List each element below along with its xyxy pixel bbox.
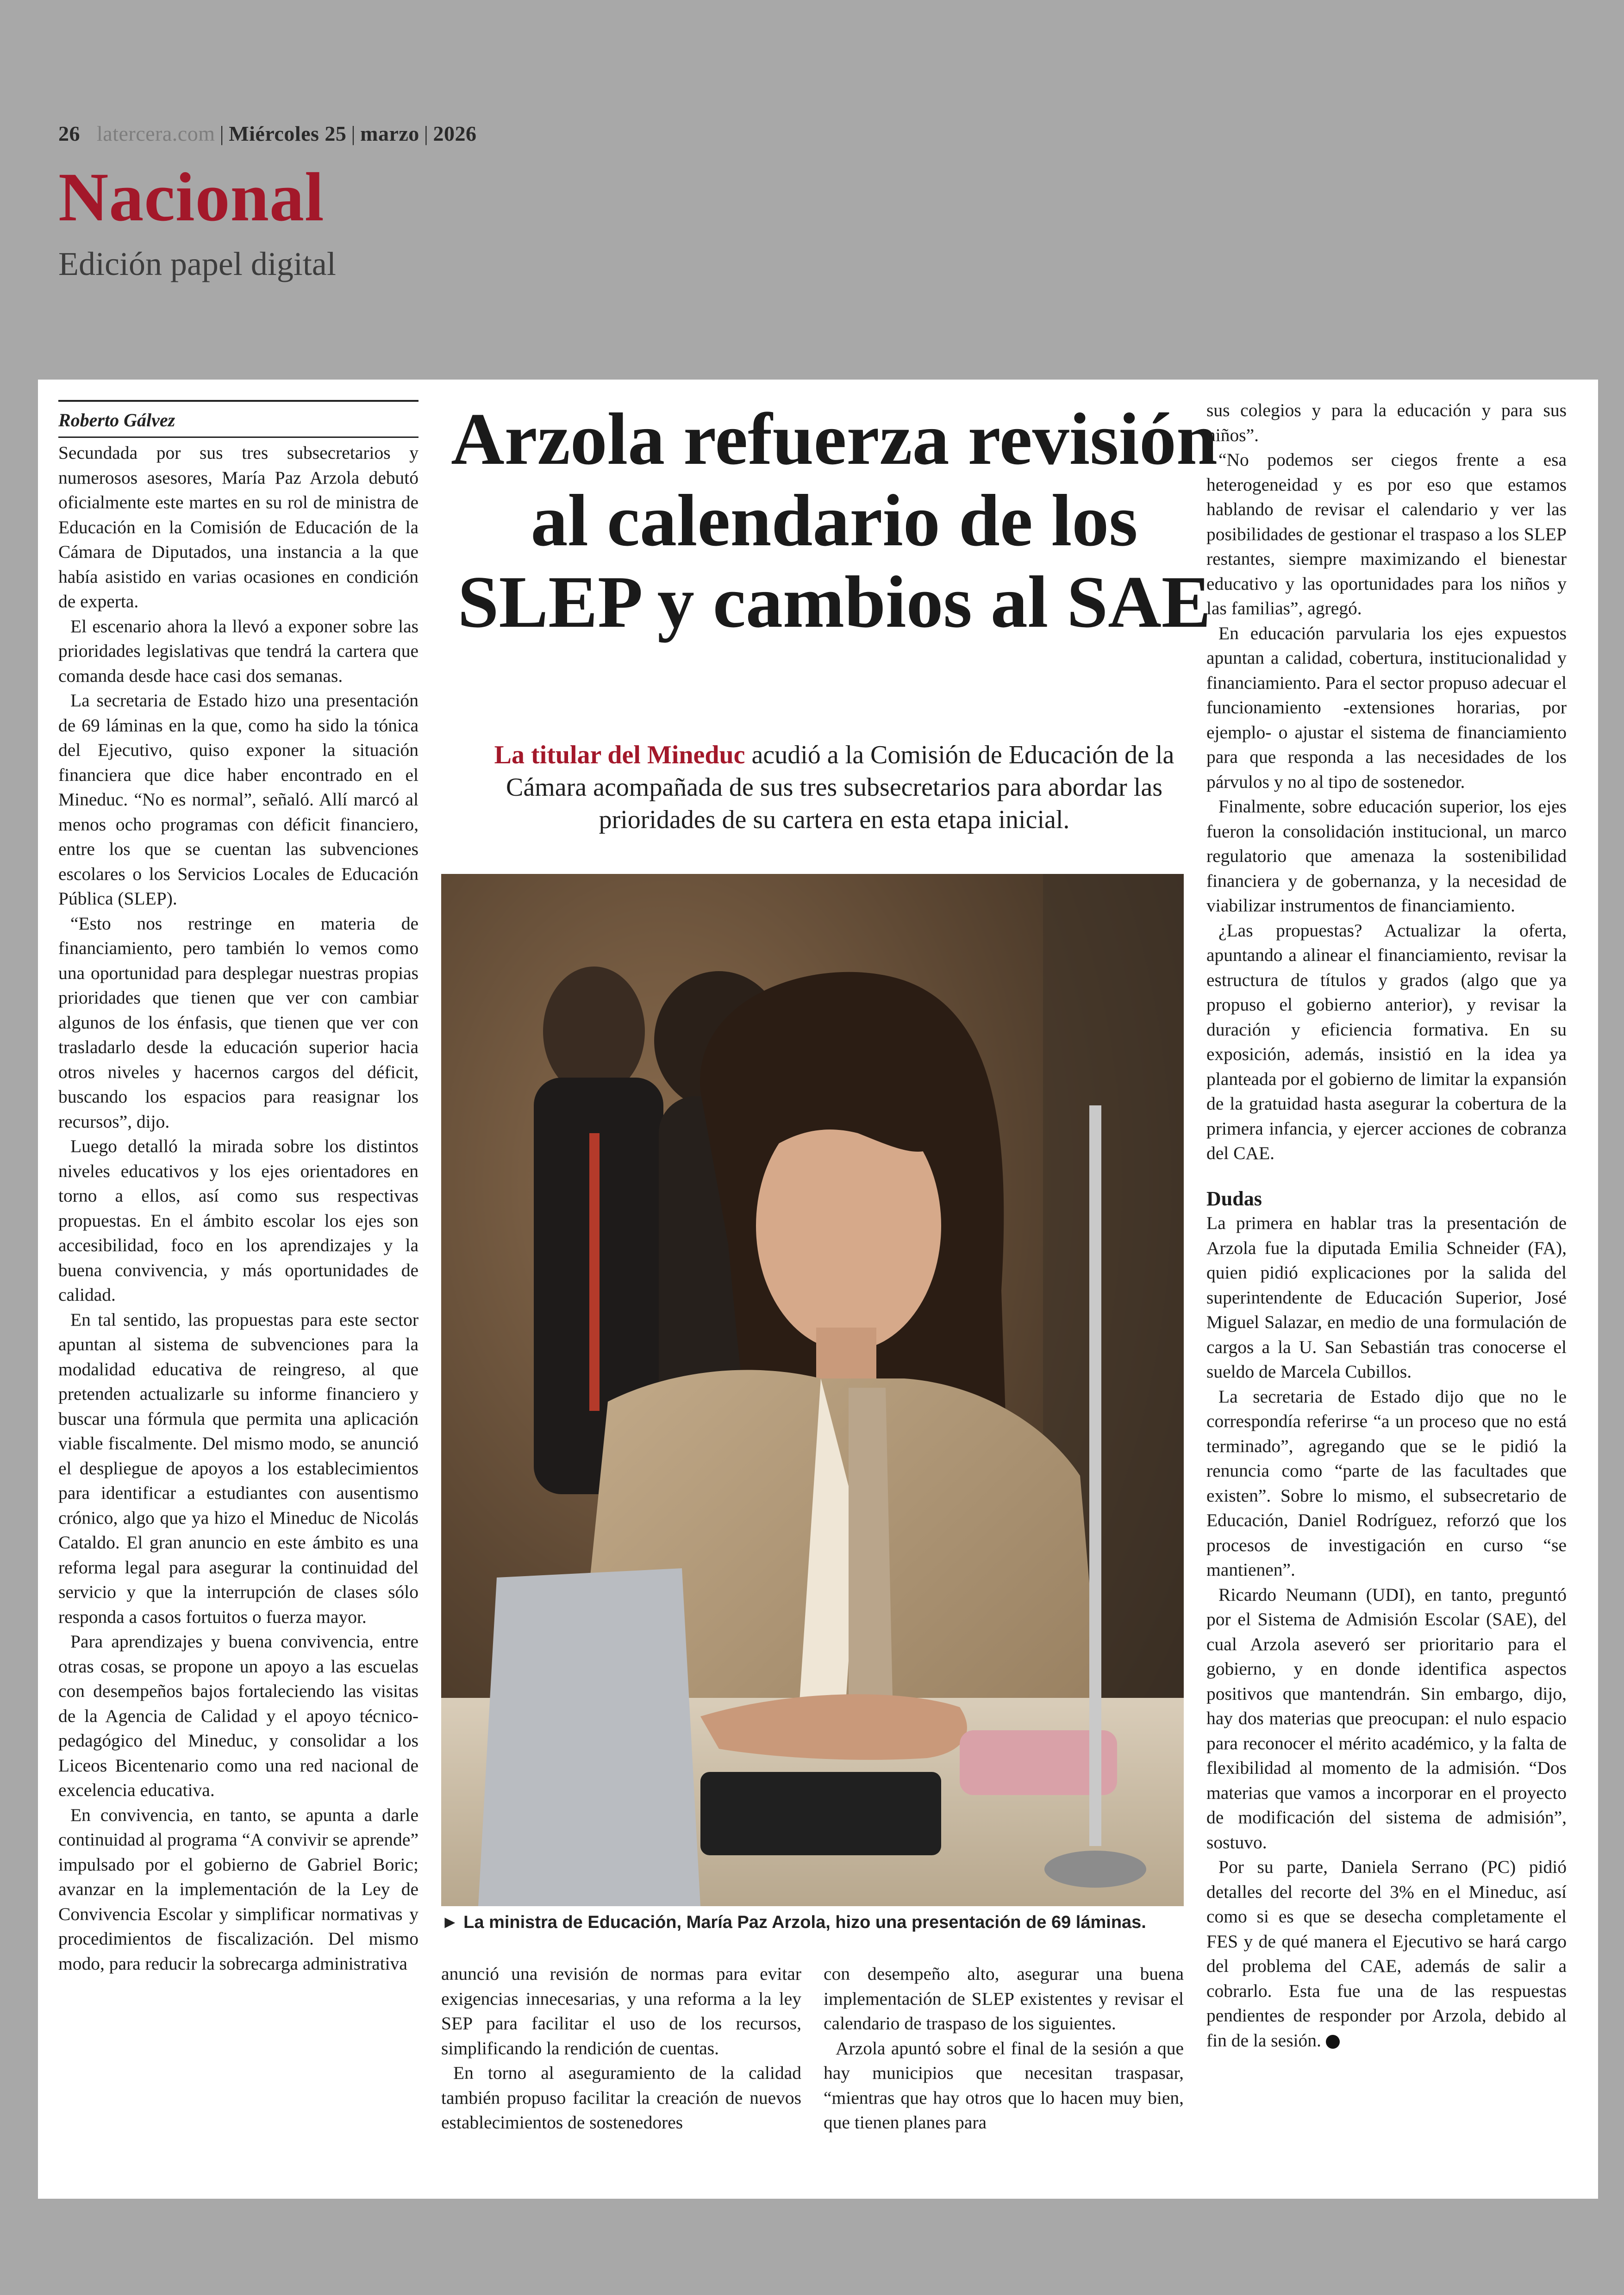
page-meta-line: 26 latercera.com | Miércoles 25 | marzo | 2026 [58, 122, 477, 145]
photo-caption: ► La ministra de Educación, María Paz Arzola, hizo una presentación de 69 láminas. [441, 1913, 1146, 1932]
paragraph: La secretaria de Estado hizo una presentación de 69 láminas en la que, como ha sido la tónica del Ejecutivo, quiso exponer la situación financiera que dice haber encontrado en el Mineduc. “No es normal”, señaló. Allí marcó al menos ocho programas con déficit financiero, entre los que se cuentan las subvenciones escolares o los Servicios Locales de Educación Pública (SLEP). [58, 690, 418, 909]
article-column-1 [58, 441, 418, 1976]
headline: Arzola refuerza revisión al calendario de los SLEP y cambios al SAE [451, 398, 1218, 643]
article-sheet [38, 380, 1598, 2199]
site-name[interactable]: latercera.com [97, 122, 215, 145]
byline: Roberto Gálvez [58, 400, 418, 438]
paragraph: Finalmente, sobre educación superior, los ejes fueron la consolidación institucional, un marco regulatorio que amenaza la sostenibilidad financiera y de gobernanza, y la necesidad de viabilizar instrumentos de financiamiento. [1206, 796, 1567, 916]
paragraph: En tal sentido, las propuestas para este sector apuntan al sistema de subvenciones para la modalidad educativa de reingreso, al que pretenden actualizarle su informe financiero y buscar una fórmula que permita una aplicación viable fiscalmente. Del mismo modo, se anunció el despliegue de apoyos a los establecimientos para identificar a estudiantes con ausentismo crónico, algo que ya hizo el Mineduc de Nicolás Cataldo. El gran anuncio en este ámbito es una reforma legal para asegurar la continuidad del servicio y que la interrupción de clases sólo responda a casos fortuitos o fuerza mayor. [58, 1309, 418, 1627]
edition-label: Edición papel digital [58, 245, 336, 282]
subhead: Dudas [1206, 1187, 1262, 1210]
deck-lead: La titular del Mineduc [494, 741, 745, 769]
article-column-4 [1206, 398, 1567, 2053]
paragraph: anunció una revisión de normas para evitar exigencias innecesarias, y una reforma a la ley SEP para facilitar el uso de los recursos, simplificando la rendición de cuentas. [441, 1964, 801, 2058]
date-month: marzo [360, 122, 419, 145]
date-year: 2026 [433, 122, 477, 145]
paragraph: En torno al aseguramiento de la calidad también propuso facilitar la creación de nuevos establecimientos de sostenedores [441, 2063, 801, 2133]
paragraph: “No podemos ser ciegos frente a esa heterogeneidad y es por eso que estamos hablando de revisar el calendario y ver las posibilidades de gestionar el traspaso a los SLEP restantes, siempre maximizando el bienestar educativo y las oportunidades para los niños y las familias”, agregó. [1206, 449, 1567, 618]
paragraph: Ricardo Neumann (UDI), en tanto, preguntó por el Sistema de Admisión Escolar (SAE), del cual Arzola aseveró ser prioritario para el gobierno, y en donde identifica aspectos positivos que mantendrán. Sin embargo, dijo, hay dos materias que preocupan: el nulo espacio para reconocer el mérito académico, y la falta de flexibilidad al momento de la admisión. “Dos materias que vamos a incorporar en el proyecto de modificación del sistema de admisión”, sostuvo. [1206, 1584, 1567, 1852]
paragraph-text: Por su parte, Daniela Serrano (PC) pidió detalles del recorte del 3% en el Mineduc, así como si es que se desecha completamente el FES y de qué manera el Ejecutivo se hará cargo del problema del CAE, además de salir a cobrarlo. Esta fue una de las respuestas pendientes de responder por Arzola, debido al fin de la sesión. [1206, 1857, 1567, 2051]
paragraph-final [1206, 1855, 1567, 2053]
end-of-article-icon [1326, 2035, 1340, 2049]
paragraph: Luego detalló la mirada sobre los distintos niveles educativos y los ejes orientadores en torno a ellos, así como sus respectivas propuestas. En el ámbito escolar los ejes son accesibilidad, foco en los aprendizajes y la buena convivencia, y más oportunidades de calidad. [58, 1136, 418, 1305]
date-day: Miércoles 25 [229, 122, 347, 145]
section-title: Nacional [58, 159, 325, 236]
paragraph: Arzola apuntó sobre el final de la sesión a que hay municipios que necesitan traspasar, “mientras que hay otros que lo hacen muy bien, que tienen planes para [824, 2038, 1184, 2133]
paragraph: Secundada por sus tres subsecretarios y numerosos asesores, María Paz Arzola debutó oficialmente este martes en su rol de ministra de Educación en la Comisión de Educación de la Cámara de Diputados, una instancia a la que había asistido en varias ocasiones en condición de experta. [58, 443, 418, 611]
deck-text: acudió a la Comisión de Educación de la Cámara acompañada de sus tres subsecretarios para abordar las prioridades de su cartera en esta etapa inicial. [506, 741, 1174, 834]
deck [455, 739, 1214, 836]
masthead [58, 121, 706, 283]
paragraph: con desempeño alto, asegurar una buena implementación de SLEP existentes y revisar el calendario de traspaso de los siguientes. [824, 1964, 1184, 2033]
article-photo [441, 874, 1184, 1906]
page-number: 26 [58, 122, 80, 145]
paragraph: El escenario ahora la llevó a exponer sobre las prioridades legislativas que tendrá la cartera que comanda desde hace casi dos semanas. [58, 616, 418, 686]
paragraph: sus colegios y para la educación y para sus niños”. [1206, 400, 1567, 445]
paragraph: La secretaria de Estado dijo que no le correspondía referirse “a un proceso que no está terminado”, agregando que se le pidió la renuncia como “parte de las facultades que existen”. Sobre lo mismo, el subsecretario de Educación, Daniel Rodríguez, reforzó que los procesos de investigación en curso “se mantienen”. [1206, 1386, 1567, 1580]
paragraph: En educación parvularia los ejes expuestos apuntan a calidad, cobertura, institucionalidad y financiamiento. Para el sector propuso adecuar el funcionamiento -extensiones horarias, por ejemplo- o ajustar el sistema de financiamiento para que responda a las necesidades de los párvulos y no al tipo de sostenedor. [1206, 623, 1567, 792]
photo-illustration [441, 874, 1184, 1906]
paragraph: “Esto nos restringe en materia de financiamiento, pero también lo vemos como una oportunidad para desplegar nuestras propias prioridades que tienen que ver con cambiar algunos de los énfasis, que tienen que ver con trasladarlo desde la educación superior hacia otros niveles y hacernos cargos del déficit, buscando los espacios para reasignar los recursos”, dijo. [58, 913, 418, 1132]
paragraph: Para aprendizajes y buena convivencia, entre otras cosas, se propone un apoyo a las escuelas con desempeños bajos fortaleciendo las visitas de la Agencia de Calidad y el apoyo técnico-pedagógico del Mineduc, y consolidar a los Liceos Bicentenario como una red nacional de excelencia educativa. [58, 1631, 418, 1800]
paragraph: La primera en hablar tras la presentación de Arzola fue la diputada Emilia Schneider (FA), quien pidió explicaciones por la salida del superintendente de Educación Superior, José Miguel Salazar, en medio de una formulación de cargos a la U. San Sebastián tras conocerse el sueldo de Marcela Cubillos. [1206, 1213, 1567, 1382]
article-column-3 [824, 1962, 1184, 2135]
article-column-2 [441, 1962, 801, 2135]
paragraph: En convivencia, en tanto, se apunta a darle continuidad al programa “A convivir se aprende” impulsado por el gobierno de Gabriel Boric; avanzar en la implementación de la Ley de Convivencia Escolar y simplificar normativas y procedimientos de fiscalización. Del mismo modo, para reducir la sobrecarga administrativa [58, 1804, 418, 1974]
paragraph: ¿Las propuestas? Actualizar la oferta, apuntando a alinear el financiamiento, revisar la estructura de títulos y grados (algo que ya propuso el gobierno anterior), y revisar la duración y eficiencia formativa. En su exposición, además, insistió en la idea ya planteada por el gobierno de limitar la expansión de la gratuidad hasta asegurar la cobertura de la primera infancia, y ejercer acciones de cobranza del CAE. [1206, 920, 1567, 1163]
